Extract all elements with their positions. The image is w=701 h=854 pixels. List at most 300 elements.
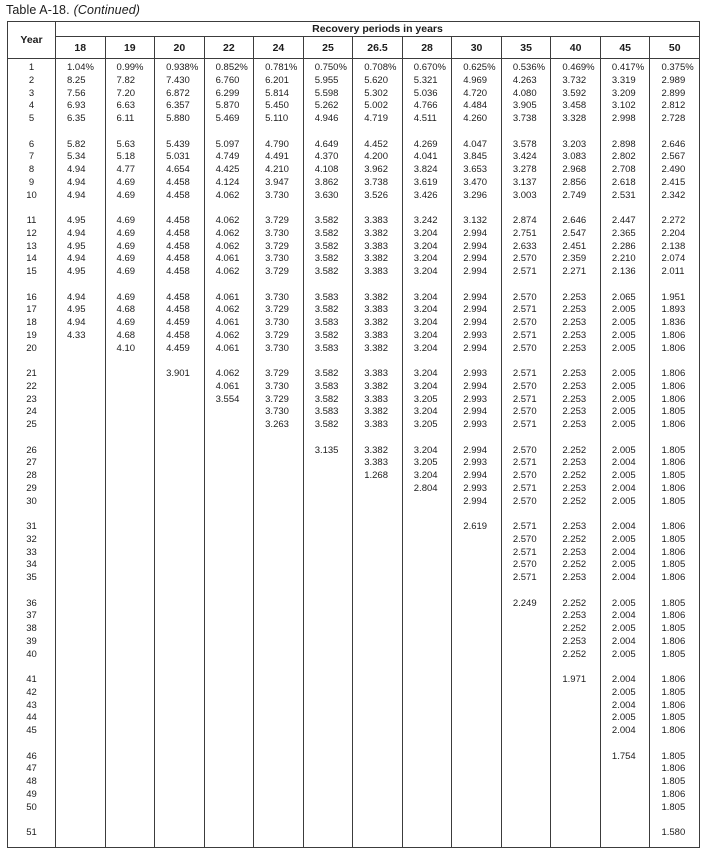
value-cell [105,661,155,674]
value-cell [600,840,650,847]
value-cell: 2.252 [550,623,600,636]
value-cell: 4.062 [204,228,254,241]
year-cell: 50 [26,801,37,813]
value-cell [550,712,600,725]
value-cell: 3.383 [352,304,402,317]
table-row [8,190,699,203]
value-cell [105,585,155,598]
value-cell [550,738,600,751]
value-cell [154,508,204,521]
value-cell: 0.781% [253,62,303,75]
value-cell [352,572,402,585]
value-cell: 2.005 [600,381,650,394]
value-cell [55,355,105,368]
value-cell [352,789,402,802]
value-cell: 2.571 [501,483,551,496]
value-cell [501,636,551,649]
year-cell: 26 [26,444,37,456]
table-row [8,687,699,700]
year-cell: 29 [26,482,37,494]
value-cell [204,432,254,445]
year-cell: 14 [26,253,37,265]
value-cell: 4.94 [55,164,105,177]
value-cell [649,432,699,445]
value-cell: 2.342 [649,190,699,203]
value-cell [204,636,254,649]
value-cell: 2.005 [600,317,650,330]
value-cell [352,126,402,139]
value-cell [55,776,105,789]
value-cell: 2.253 [550,521,600,534]
value-cell: 3.582 [303,266,353,279]
value-cell [501,840,551,847]
value-cell [352,585,402,598]
year-cell: 32 [26,533,37,545]
value-cell [303,496,353,509]
value-cell [55,279,105,292]
value-cell: 1.805 [649,406,699,419]
value-cell: 2.253 [550,317,600,330]
value-cell: 4.041 [402,151,452,164]
value-cell: 4.69 [105,241,155,254]
value-cell: 4.260 [451,113,501,126]
value-cell: 2.253 [550,368,600,381]
value-cell: 0.670% [402,62,452,75]
value-cell [303,483,353,496]
value-cell [451,279,501,292]
value-cell [204,559,254,572]
value-cell: 2.253 [550,330,600,343]
value-cell: 2.365 [600,228,650,241]
value-cell: 2.415 [649,177,699,190]
year-cell [8,126,55,139]
value-cell [154,776,204,789]
value-cell: 3.204 [402,253,452,266]
value-cell [105,534,155,547]
value-cell [600,789,650,802]
value-cell [154,814,204,827]
value-cell [402,725,452,738]
value-cell [204,202,254,215]
value-cell: 2.994 [451,381,501,394]
value-cell: 3.582 [303,419,353,432]
value-cell [402,202,452,215]
value-cell [352,725,402,738]
value-cell [501,279,551,292]
value-cell [501,508,551,521]
column-header: 20 [154,37,204,58]
value-cell [154,445,204,458]
value-cell [55,751,105,764]
value-cell [105,802,155,815]
column-header: 40 [550,37,600,58]
value-cell: 2.253 [550,292,600,305]
value-cell: 3.582 [303,330,353,343]
value-cell [154,202,204,215]
value-cell: 3.582 [303,304,353,317]
table-title-label: Table A-18. [6,3,70,17]
value-cell: 3.083 [550,151,600,164]
year-cell: 42 [26,686,37,698]
value-cell [402,789,452,802]
value-cell [154,394,204,407]
value-cell [55,547,105,560]
value-cell: 1.805 [649,470,699,483]
value-cell [303,827,353,840]
value-cell [105,547,155,560]
value-cell [204,419,254,432]
page-title [6,3,140,17]
value-cell [253,738,303,751]
table-row [8,470,699,483]
value-cell [303,279,353,292]
value-cell: 4.946 [303,113,353,126]
value-cell [303,814,353,827]
value-cell: 2.993 [451,457,501,470]
value-cell: 2.253 [550,483,600,496]
value-cell: 4.458 [154,253,204,266]
value-cell [154,279,204,292]
year-cell: 39 [26,635,37,647]
value-cell: 2.618 [600,177,650,190]
value-cell [550,763,600,776]
value-cell: 2.447 [600,215,650,228]
value-cell: 4.766 [402,100,452,113]
table-row [8,62,699,75]
value-cell: 2.005 [600,419,650,432]
value-cell [154,585,204,598]
value-cell [402,598,452,611]
value-cell [55,802,105,815]
value-cell: 2.005 [600,343,650,356]
value-cell: 4.269 [402,139,452,152]
table-row [8,381,699,394]
value-cell [55,419,105,432]
table-row [8,139,699,152]
value-cell [501,763,551,776]
value-cell [303,521,353,534]
value-cell: 2.531 [600,190,650,203]
value-cell [352,712,402,725]
value-cell [303,763,353,776]
table-row [8,802,699,815]
value-cell: 3.962 [352,164,402,177]
value-cell [451,763,501,776]
value-cell [402,661,452,674]
value-cell [105,279,155,292]
value-cell: 2.005 [600,394,650,407]
value-cell: 2.708 [600,164,650,177]
table-row [8,534,699,547]
value-cell: 4.061 [204,317,254,330]
value-cell [154,725,204,738]
value-cell [253,649,303,662]
value-cell: 2.994 [451,292,501,305]
value-cell: 1.806 [649,457,699,470]
value-cell [550,725,600,738]
value-cell [600,802,650,815]
value-cell: 3.204 [402,381,452,394]
value-cell [451,687,501,700]
value-cell: 1.806 [649,394,699,407]
value-cell: 3.204 [402,241,452,254]
value-cell: 4.062 [204,215,254,228]
value-cell: 3.296 [451,190,501,203]
value-cell: 2.005 [600,304,650,317]
value-cell: 3.319 [600,75,650,88]
value-cell [204,674,254,687]
year-cell: 51 [26,827,37,838]
year-cell: 5 [28,113,35,124]
value-cell: 3.382 [352,343,402,356]
value-cell: 2.252 [550,649,600,662]
spacer-row [8,585,699,598]
value-cell [253,355,303,368]
value-cell [451,636,501,649]
value-cell [451,432,501,445]
value-cell: 3.204 [402,470,452,483]
spacer-row [8,840,699,847]
value-cell [501,649,551,662]
value-cell: 4.458 [154,228,204,241]
value-cell [55,394,105,407]
value-cell: 3.382 [352,317,402,330]
value-cell: 4.68 [105,304,155,317]
value-cell [105,827,155,840]
value-cell: 2.899 [649,88,699,101]
value-cell [253,598,303,611]
table-row [8,88,699,101]
value-cell [154,763,204,776]
year-cell: 37 [26,610,37,622]
value-cell: 2.993 [451,419,501,432]
value-cell [402,521,452,534]
value-cell: 2.359 [550,253,600,266]
value-cell: 3.583 [303,343,353,356]
value-cell: 2.571 [501,304,551,317]
value-cell: 4.108 [303,164,353,177]
value-cell: 1.806 [649,789,699,802]
value-cell [402,279,452,292]
value-cell [402,636,452,649]
value-cell: 1.805 [649,559,699,572]
value-cell: 2.252 [550,445,600,458]
value-cell: 3.470 [451,177,501,190]
value-cell: 3.582 [303,253,353,266]
value-cell: 2.253 [550,547,600,560]
value-cell [501,827,551,840]
value-cell: 5.110 [253,113,303,126]
value-cell [105,126,155,139]
value-cell: 3.582 [303,368,353,381]
value-cell: 2.005 [600,445,650,458]
value-cell: 3.383 [352,419,402,432]
value-cell [55,649,105,662]
value-cell: 4.062 [204,266,254,279]
value-cell [154,636,204,649]
value-cell: 2.994 [451,266,501,279]
value-cell: 1.806 [649,330,699,343]
value-cell [253,814,303,827]
year-cell [8,585,55,598]
value-cell [451,789,501,802]
value-cell: 1.805 [649,776,699,789]
table-row [8,827,699,840]
value-cell: 5.34 [55,151,105,164]
year-cell: 41 [26,674,37,685]
value-cell: 3.630 [303,190,353,203]
value-cell: 3.242 [402,215,452,228]
value-cell: 2.138 [649,241,699,254]
year-cell: 11 [26,215,37,226]
value-cell [204,661,254,674]
value-cell [402,508,452,521]
value-cell: 5.097 [204,139,254,152]
value-cell [352,598,402,611]
value-cell: 4.458 [154,292,204,305]
value-cell: 4.061 [204,292,254,305]
value-cell [55,457,105,470]
value-cell: 2.804 [402,483,452,496]
value-cell: 4.458 [154,304,204,317]
table-row [8,100,699,113]
value-cell [204,406,254,419]
value-cell [303,712,353,725]
value-cell: 3.209 [600,88,650,101]
value-cell: 2.994 [451,317,501,330]
value-cell [600,661,650,674]
value-cell: 2.570 [501,406,551,419]
table-row [8,521,699,534]
value-cell [352,738,402,751]
value-cell: 6.35 [55,113,105,126]
value-cell: 3.204 [402,343,452,356]
value-cell [402,126,452,139]
value-cell: 3.382 [352,292,402,305]
spacer-row [8,355,699,368]
value-cell [501,776,551,789]
value-cell: 2.570 [501,317,551,330]
value-cell [303,649,353,662]
value-cell [550,279,600,292]
value-cell: 2.993 [451,394,501,407]
spacer-row [8,126,699,139]
value-cell [253,445,303,458]
value-cell [105,470,155,483]
value-cell [253,457,303,470]
value-cell: 2.571 [501,419,551,432]
value-cell: 3.424 [501,151,551,164]
value-cell [253,674,303,687]
value-cell [501,712,551,725]
value-cell: 2.570 [501,253,551,266]
value-cell: 3.205 [402,457,452,470]
year-cell: 38 [26,623,37,634]
value-cell: 2.570 [501,559,551,572]
value-cell [303,751,353,764]
value-cell: 3.382 [352,381,402,394]
value-cell: 0.852% [204,62,254,75]
value-cell [451,738,501,751]
value-cell: 4.062 [204,304,254,317]
value-cell [303,610,353,623]
value-cell: 3.729 [253,266,303,279]
value-cell [204,534,254,547]
value-cell [550,802,600,815]
value-cell: 3.204 [402,330,452,343]
value-cell [501,623,551,636]
value-cell: 5.031 [154,151,204,164]
value-cell [352,623,402,636]
value-cell: 4.061 [204,343,254,356]
value-cell [352,763,402,776]
value-cell [649,585,699,598]
value-cell: 6.299 [204,88,254,101]
value-cell: 4.062 [204,368,254,381]
value-cell [451,712,501,725]
year-cell: 8 [28,164,35,175]
year-cell: 19 [26,329,37,341]
value-cell [402,687,452,700]
value-cell: 2.570 [501,470,551,483]
table-header [8,22,699,59]
value-cell: 3.102 [600,100,650,113]
value-cell: 2.570 [501,381,551,394]
value-cell [550,508,600,521]
value-cell: 3.383 [352,394,402,407]
year-cell: 34 [26,559,37,571]
value-cell [303,470,353,483]
value-cell: 2.004 [600,572,650,585]
value-cell: 3.619 [402,177,452,190]
table-row [8,241,699,254]
value-cell [550,827,600,840]
year-cell: 27 [26,457,37,469]
value-cell: 2.005 [600,406,650,419]
value-cell: 4.69 [105,215,155,228]
value-cell: 1.806 [649,700,699,713]
value-cell [204,763,254,776]
value-cell [55,432,105,445]
value-cell [253,470,303,483]
value-cell: 2.004 [600,636,650,649]
value-cell: 2.253 [550,457,600,470]
value-cell [154,470,204,483]
table-row [8,623,699,636]
value-cell [55,840,105,847]
value-cell [105,840,155,847]
year-cell: 10 [26,189,37,201]
value-cell: 4.458 [154,177,204,190]
value-cell: 3.383 [352,368,402,381]
value-cell: 2.004 [600,521,650,534]
value-cell [501,789,551,802]
value-cell [55,585,105,598]
value-cell [105,445,155,458]
year-cell: 16 [26,291,37,303]
value-cell: 2.272 [649,215,699,228]
value-cell [105,521,155,534]
year-cell: 21 [26,368,37,379]
value-cell: 3.204 [402,228,452,241]
year-cell: 4 [28,100,35,112]
value-cell [402,355,452,368]
value-cell: 0.469% [550,62,600,75]
value-cell: 3.582 [303,228,353,241]
value-cell: 3.729 [253,215,303,228]
year-cell: 22 [26,380,37,392]
value-cell [154,687,204,700]
